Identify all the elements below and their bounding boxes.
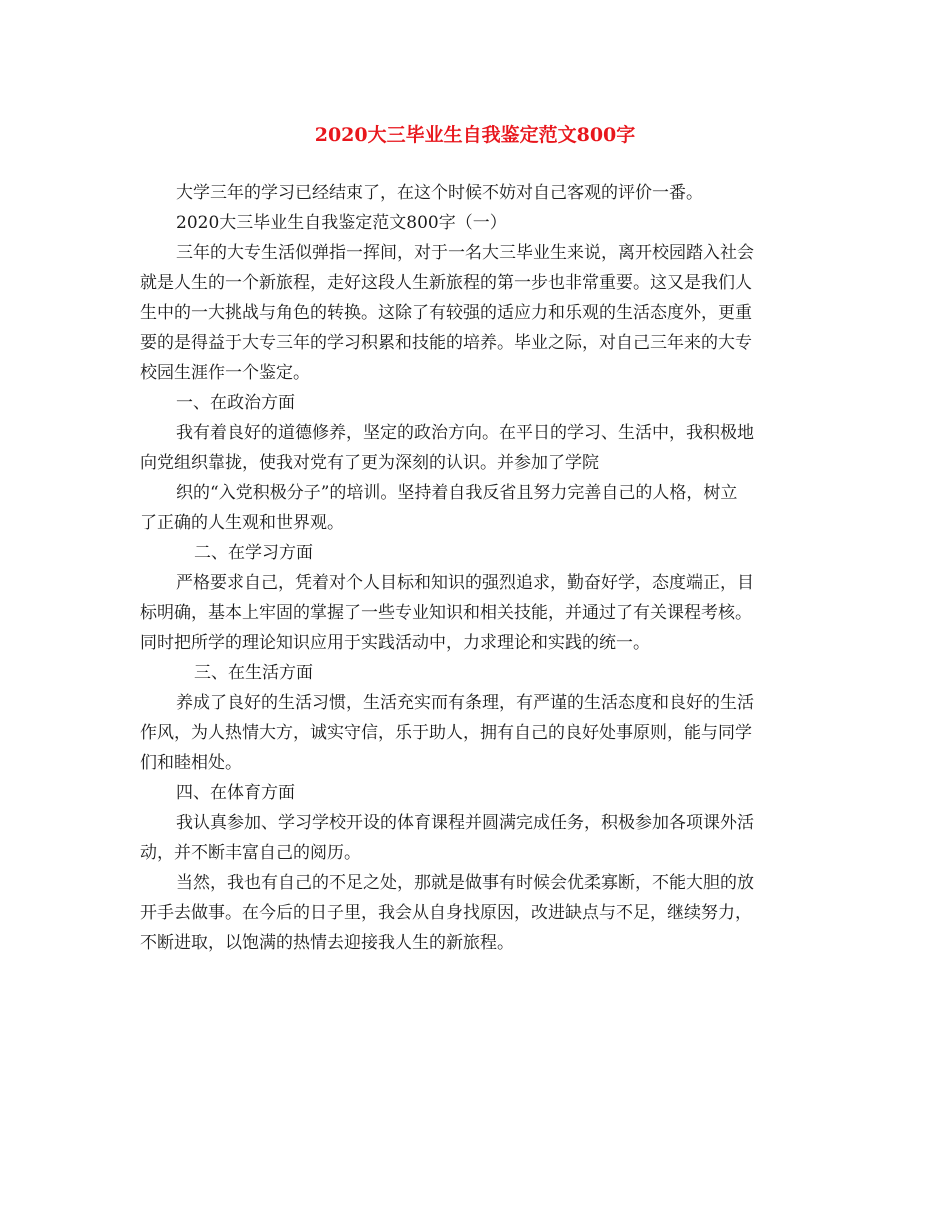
paragraph bbox=[140, 808, 810, 868]
paragraph-line: 标明确，基本上牢固的掌握了一些专业知识和相关技能，并通过了有关课程考核。 bbox=[140, 603, 752, 623]
paragraph-line: 养成了良好的生活习惯，生活充实而有条理，有严谨的生活态度和良好的生活 bbox=[176, 693, 754, 713]
paragraph-line: 不断进取，以饱满的热情去迎接我人生的新旅程。 bbox=[140, 933, 514, 953]
paragraph-line: 向党组织靠拢，使我对党有了更为深刻的认识。并参加了学院 bbox=[140, 453, 599, 473]
paragraph-line: 三、在生活方面 bbox=[194, 663, 313, 683]
paragraph-line: 我有着良好的道德修养，坚定的政治方向。在平日的学习、生活中，我积极地 bbox=[176, 423, 754, 443]
paragraph bbox=[140, 658, 810, 688]
paragraph-line: 严格要求自己，凭着对个人目标和知识的强烈追求，勤奋好学，态度端正，目 bbox=[176, 573, 754, 593]
paragraph-line: 大学三年的学习已经结束了，在这个时候不妨对自己客观的评价一番。 bbox=[176, 183, 703, 203]
paragraph-line: 二、在学习方面 bbox=[194, 543, 313, 563]
paragraph-line: 开手去做事。在今后的日子里，我会从自身找原因，改进缺点与不足，继续努力， bbox=[140, 903, 752, 923]
paragraph-line: 们和睦相处。 bbox=[140, 753, 242, 773]
paragraph bbox=[140, 868, 810, 958]
paragraph bbox=[140, 688, 810, 778]
paragraph bbox=[140, 778, 810, 808]
paragraph-line: 校园生涯作一个鉴定。 bbox=[140, 363, 310, 383]
paragraph-line: 动，并不断丰富自己的阅历。 bbox=[140, 843, 361, 863]
paragraph-line: 要的是得益于大专三年的学习积累和技能的培养。毕业之际，对自己三年来的大专 bbox=[140, 333, 752, 353]
paragraph-line: 就是人生的一个新旅程，走好这段人生新旅程的第一步也非常重要。这又是我们人 bbox=[140, 273, 752, 293]
paragraph-line: 作风，为人热情大方，诚实守信，乐于助人，拥有自己的良好处事原则，能与同学 bbox=[140, 723, 752, 743]
document-body bbox=[140, 178, 810, 958]
paragraph bbox=[140, 238, 810, 388]
paragraph bbox=[140, 478, 810, 538]
paragraph bbox=[140, 388, 810, 418]
paragraph bbox=[140, 178, 810, 208]
paragraph bbox=[140, 568, 810, 658]
paragraph-line: 三年的大专生活似弹指一挥间，对于一名大三毕业生来说，离开校园踏入社会 bbox=[176, 243, 754, 263]
paragraph-line: 我认真参加、学习学校开设的体育课程并圆满完成任务，积极参加各项课外活 bbox=[176, 813, 754, 833]
paragraph-line: 织的“入党积极分子”的培训。坚持着自我反省且努力完善自己的人格，树立 bbox=[176, 483, 738, 503]
paragraph bbox=[140, 538, 810, 568]
document-title: 2020大三毕业生自我鉴定范文800字 bbox=[314, 124, 636, 146]
paragraph-line: 当然，我也有自己的不足之处，那就是做事有时候会优柔寡断，不能大胆的放 bbox=[176, 873, 754, 893]
paragraph-line: 四、在体育方面 bbox=[176, 783, 295, 803]
paragraph-line: 2020大三毕业生自我鉴定范文800字（一） bbox=[176, 213, 507, 233]
paragraph-line: 一、在政治方面 bbox=[176, 393, 295, 413]
paragraph bbox=[140, 208, 810, 238]
paragraph bbox=[140, 418, 810, 478]
paragraph-line: 同时把所学的理论知识应用于实践活动中，力求理论和实践的统一。 bbox=[140, 633, 650, 653]
paragraph-line: 了正确的人生观和世界观。 bbox=[140, 513, 344, 533]
paragraph-line: 生中的一大挑战与角色的转换。这除了有较强的适应力和乐观的生活态度外，更重 bbox=[140, 303, 752, 323]
